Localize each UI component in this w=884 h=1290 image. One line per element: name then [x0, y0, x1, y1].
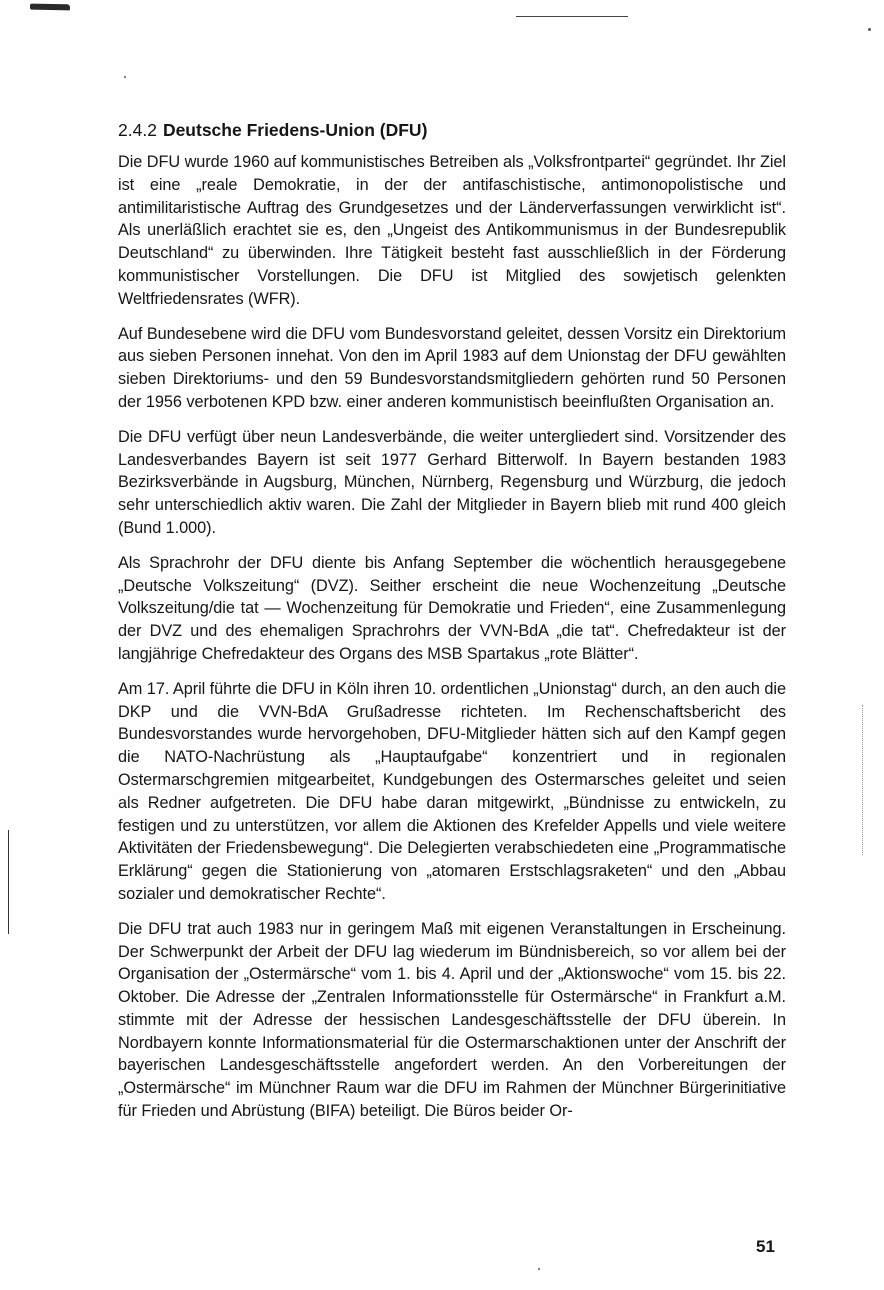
margin-dots	[862, 705, 864, 855]
paragraph: Die DFU wurde 1960 auf kommunistisches Betreiben als „Volksfrontpartei“ gegründet. Ihr Ziel ist eine „reale Demokratie, in der der antifaschistische, antimonopolistische und antimilitaristische Auftrag des Grundgesetzes und der Länderverfassungen verwirklicht ist“. Als unerläßlich erachtet sie es, den „Ungeist des Antikommunismus in der Bundesrepublik Deutschland“ zu überwinden. Ihre Tätigkeit besteht fast ausschließlich in der Förderung kommunistischer Vorstellungen. Die DFU ist Mitglied des sowjetisch gelenkten Weltfriedensrates (WFR).	[118, 153, 786, 308]
scan-artifact	[30, 4, 70, 11]
paragraph: Die DFU trat auch 1983 nur in geringem Maß mit eigenen Veranstaltungen in Erscheinung. Der Schwerpunkt der Arbeit der DFU lag wiederum im Bündnisbereich, so vor allem bei der Organisation der „Ostermärsche“ vom 1. bis 4. April und der „Aktionswoche“ vom 15. bis 22. Oktober. Die Adresse der „Zentralen Informationsstelle für Ostermärsche“ in Frankfurt a.M. stimmte mit der Adresse der hessischen Landesgeschäftsstelle der DFU überein. In Nordbayern konnte Informationsmaterial für die Ostermarschaktionen unter der Anschrift der bayerischen Landesgeschäftsstelle angefordert werden. An den Vorbereitungen der „Ostermärsche“ im Münchner Raum war die DFU im Rahmen der Münchner Bürgerinitiative für Frieden und Abrüstung (BIFA) beteiligt. Die Büros beider Or-	[118, 919, 786, 1121]
scan-speck	[538, 1268, 540, 1270]
paragraph: Auf Bundesebene wird die DFU vom Bundesvorstand geleitet, dessen Vorsitz ein Direktorium aus sieben Personen innehat. Von den im April 1983 auf dem Unionstag der DFU gewählten sieben Direktoriums- und den 59 Bundesvorstandsmitgliedern gehörten rund 50 Personen der 1956 verbotenen KPD bzw. einer anderen kommunistisch beeinflußten Organisation an.	[118, 324, 786, 411]
scan-speck	[868, 28, 871, 31]
scan-speck	[124, 76, 126, 78]
section-heading	[118, 117, 786, 143]
paragraph: Die DFU verfügt über neun Landesverbände, die weiter untergliedert sind. Vorsitzender des Landesverbandes Bayern ist seit 1977 Gerhard Bitterwolf. In Bayern bestanden 1983 Bezirksverbände in Augsburg, München, Nürnberg, Regensburg und Würzburg, die jedoch sehr unterschiedlich aktiv waren. Die Zahl der Mitglieder in Bayern blieb mit rund 400 gleich (Bund 1.000).	[118, 427, 786, 537]
top-rule	[516, 16, 628, 17]
paragraph: Als Sprachrohr der DFU diente bis Anfang September die wöchentlich herausgegebene „Deutsche Volkszeitung“ (DVZ). Seither erscheint die neue Wochenzeitung „Deutsche Volkszeitung/die tat — Wochenzeitung für Demokratie und Frieden“, eine Zusammenlegung der DVZ und des ehemaligen Sprachrohrs der VVN-BdA „die tat“. Chefredakteur ist der langjährige Chefredakteur des Organs des MSB Spartakus „rote Blätter“.	[118, 553, 786, 663]
page-number: 51	[756, 1237, 775, 1256]
section-title: Deutsche Friedens-Union (DFU)	[162, 120, 428, 140]
paragraph: Am 17. April führte die DFU in Köln ihren 10. ordentlichen „Unionstag“ durch, an den auch die DKP und die VVN-BdA Grußadresse richteten. Im Rechenschaftsbericht des Bundesvorstandes wurde hervorgehoben, DFU-Mitglieder hätten sich auf den Kampf gegen die NATO-Nachrüstung als „Hauptaufgabe“ konzentriert und in regionalen Ostermarschgremien mitgearbeitet, Kundgebungen des Ostermarsches geleitet und seien als Redner aufgetreten. Die DFU habe daran mitgewirkt, „Bündnisse zu entwickeln, zu festigen und zu unterstützen, vor allem die Aktionen des Krefelder Appells und viele weitere Aktivitäten der Friedensbewegung“. Die Delegierten verabschiedeten eine „Programmatische Erklärung“ gegen die Stationierung von „atomaren Erstschlagsraketen“ und den „Abbau sozialer und demokratischer Rechte“.	[118, 679, 786, 903]
document-body	[118, 117, 786, 1135]
margin-line	[8, 830, 9, 934]
section-number: 2.4.2	[118, 120, 157, 140]
